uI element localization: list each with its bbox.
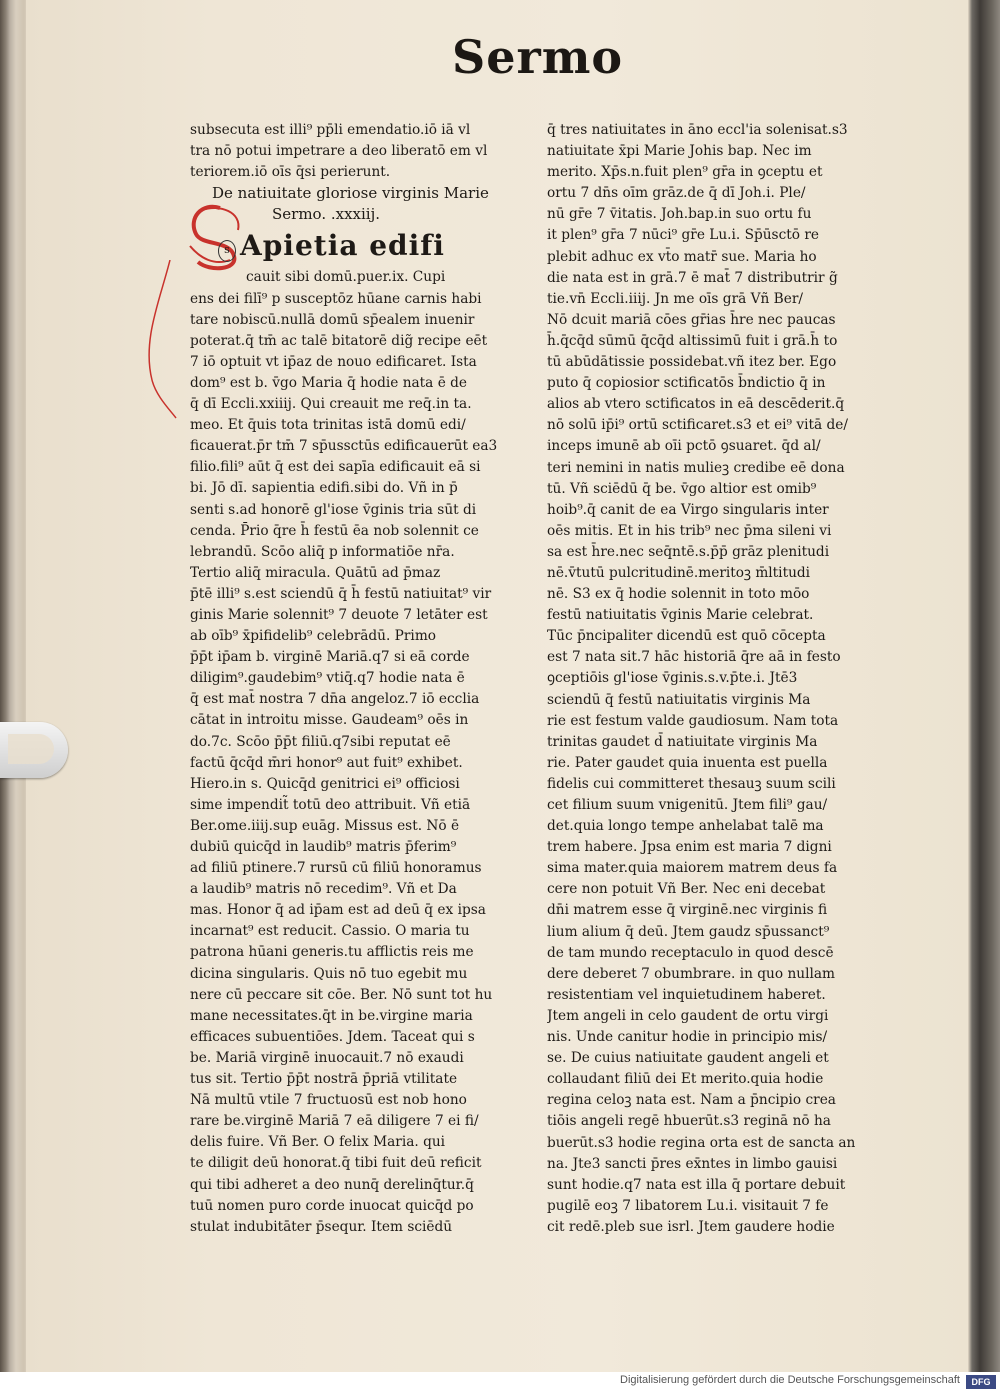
text-line: Nā multū vtile 7 fructuosū est nob hono [190, 1092, 467, 1109]
text-line: est 7 nata sit.7 hāc historiā q̄re aā in festo [547, 649, 841, 666]
text-line: buerūt.s3 hodie regina orta est de sancta an [547, 1134, 856, 1151]
margin-annotation-icon [130, 260, 180, 420]
text-line: nis. Unde canitur hodie in principio mis/ [547, 1029, 828, 1046]
text-line: lium alium q̄ deū. Jtem gaudz sp̄ussanct⁹ [547, 923, 830, 940]
text-line: ginis Marie solennit⁹ 7 deuote 7 letāter est [190, 606, 488, 623]
text-line: oēs mitis. Et in his trib⁹ nec p̄ma sileni vi [547, 522, 832, 539]
text-line: nō solū ip̄i⁹ ortū sctificaret.s3 et ei⁹ vitā de/ [547, 417, 848, 434]
text-line: dom⁹ est b. v̄go Maria q̄ hodie nata ē de [190, 374, 468, 391]
running-heading: Sermo [452, 30, 624, 84]
text-line: regina celoꝫ nata est. Nam a p̄ncipio crea [547, 1092, 836, 1109]
text-line: efficaces subuentiōes. Jdem. Taceat qui s [190, 1028, 475, 1045]
text-line: alios ab vtero sctificatos in eā descēderit.q̄ [547, 396, 845, 413]
text-line: natiuitate x̄pi Marie Johis bap. Nec im [547, 143, 812, 160]
text-line: te diligit deū honorat.q̄ tibi fuit deū reficit [190, 1155, 482, 1172]
text-line: cet filium suum vnigenitū. Jtem fili⁹ gau/ [547, 797, 828, 813]
text-line: ab oīb⁹ x̄pifidelib⁹ celebrādū. Primo [190, 628, 437, 645]
text-line: Ber.ome.iiij.sup euāg. Missus est. Nō ē [190, 817, 460, 834]
text-line: poterat.q̄ tm̄ ac talē bitatorē dig̃ recipe eēt [190, 332, 488, 349]
text-line: det.quia longo tempe anhelabat talē ma [547, 818, 824, 835]
text-line: filio.fili⁹ aūt q̄ est dei sapīa edificauit eā si [190, 459, 481, 476]
text-line: hoib⁹.q̄ canit de ea Virgo singularis inter [547, 501, 829, 518]
text-line: delis fuire. Vñ Ber. O felix Maria. qui [190, 1134, 446, 1151]
text-line: inceps imunē ab oīi pctō ꝯsuaret. q̄d al/ [547, 438, 821, 455]
text-line: it plen⁹ gr̄a 7 nūci⁹ gr̄e Lu.i. Sp̄ūsctō re [547, 227, 819, 244]
text-line: sunt hodie.q7 nata est illa q̄ portare debuit [547, 1176, 846, 1193]
text-line: 7 iō optuit vt ip̄az de nouo edificaret. Ista [190, 353, 477, 370]
text-line: q̄ tres natiuitates in āno eccl'ia solenisat.s3 [547, 122, 848, 138]
text-line: be. Mariā virginē inuocauit.7 nō exaudi [190, 1049, 464, 1066]
text-line: cit redē.pleb sue isrl. Jtem gaudere hodie [547, 1218, 835, 1235]
text-line: subsecuta est illi⁹ pp̄li emendatio.iō iā vl [190, 122, 471, 138]
text-line: stulat indubitāter p̄sequr. Item sciēdū [190, 1218, 453, 1235]
text-line: rie. Pater gaudet quia inuenta est puella [547, 754, 828, 771]
text-line: lebrandū. Scōo aliq̄ p informatiōe nr̄a. [190, 543, 455, 560]
text-line: ficauerat.p̄r tm̄ 7 sp̄ussctūs edificauerūt ea3 [190, 438, 498, 455]
sermon-title: De natiuitate gloriose virginis Marie [212, 184, 489, 203]
incipit: Apietia edifi [240, 229, 445, 263]
sermon-number: Sermo. .xxxiij. [272, 205, 381, 224]
text-line: patrona hūani generis.tu afflictis reis me [190, 944, 474, 961]
text-line: sa est h̄re.nec seq̄ntē.s.p̄p̄ grāz plenitudi [547, 543, 830, 560]
text-line: p̄tē illi⁹ s.est sciendū q̄ h̄ festū natiuitat⁹ vir [190, 585, 492, 602]
text-line: a laudib⁹ matris nō recedim⁹. Vñ et Da [190, 881, 457, 898]
text-line: tū abūdātissie possidebat.vñ itez ber. Ego [547, 354, 837, 371]
text-line: teriorem.iō oīs q̄si perierunt. [190, 164, 391, 181]
text-line: ens dei filī⁹ p susceptōz hūane carnis habi [190, 290, 482, 307]
guide-letter: s [218, 240, 236, 262]
text-line: mane necessitates.q̄t in be.virgine maria [190, 1007, 473, 1024]
text-line: factū q̄cq̄d m̄ri honor⁹ aut fuit⁹ exhibet. [190, 754, 463, 771]
text-line: Hiero.in s. Quicq̄d genitrici ei⁹ officiosi [190, 775, 460, 792]
text-line: do.7c. Scōo p̄p̄t filiū.q7sibi reputat eē [190, 733, 451, 750]
text-line: sime impendit̃ totū deo attribuit. Vñ etiā [190, 796, 471, 813]
text-line: sima mater.quia maiorem matrem deus fa [547, 860, 838, 877]
text-line: tuū nomen puro corde inuocat quicq̄d po [190, 1197, 474, 1214]
text-line: resistentiam vel inquietudinem haberet. [547, 986, 826, 1003]
text-line: cauit sibi domū.puer.ix. Cupi [246, 269, 446, 286]
text-line: nē. S3 ex q̄ hodie solennit in toto mōo [547, 586, 810, 603]
text-line: trem habere. Jpsa enim est maria 7 digni [547, 839, 832, 856]
text-line: incarnat⁹ est reducit. Cassio. O maria tu [190, 923, 470, 940]
text-line: trinitas gaudet d̄ natiuitate virginis Ma [547, 733, 818, 750]
text-line: cātat in introitu misse. Gaudeam⁹ oēs in [190, 712, 469, 729]
text-line: qui tibi adheret a deo nunq̄ derelinq̄tur.q̄ [190, 1176, 474, 1193]
text-line: ad filiū ptinere.7 rursū cū filiū honoramus [190, 860, 482, 877]
text-line: diligim⁹.gaudebim⁹ vtiq̄.q7 hodie nata ē [190, 670, 465, 687]
text-line: teri nemini in natis mulieꝫ credibe eē dona [547, 459, 845, 476]
text-line: die nata est in grā.7 ē mat̄ 7 distributrir g̃ [547, 269, 838, 286]
text-line: meo. Et q̄uis tota trinitas istā domū edi/ [190, 417, 466, 434]
text-line: se. De cuius natiuitate gaudent angeli et [547, 1050, 829, 1067]
text-line: rie est festum valde gaudiosum. Nam tota [547, 712, 839, 729]
text-line: cenda. P̄rio q̄re h̄ festū ēa nob solennit ce [190, 522, 479, 539]
text-line: rare be.virginē Mariā 7 eā diligere 7 ei fi/ [190, 1113, 479, 1130]
book-binding-edge [968, 0, 1000, 1372]
text-line: Tūc p̄ncipaliter dicendū est quō cōcepta [547, 628, 826, 645]
text-line: plebit adhuc ex vt̄o matr̄ sue. Maria ho [547, 248, 817, 265]
text-line: Tertio aliq̄ miracula. Quātū ad p̄maz [190, 564, 441, 581]
text-line: dere deberet 7 obumbrare. in quo nullam [547, 965, 835, 982]
footer-bar [0, 1372, 1000, 1393]
text-line: cere non potuit Vñ Ber. Nec eni decebat [547, 881, 826, 898]
digitization-credit: Digitalisierung gefördert durch die Deutsche Forschungsgemeinschaft [620, 1374, 960, 1386]
text-line: puto q̄ copiosior sctificatōs b̄ndictio q̄ in [547, 375, 826, 392]
text-line: dn̄i matrem esse q̄ virginē.nec virginis fi [547, 902, 828, 919]
text-column-right [547, 120, 869, 1238]
text-line: ꝯceptiōis gl'iose v̄ginis.s.v.p̄te.i. Jtē3 [547, 670, 798, 687]
text-line: collaudant filiū dei Et merito.quia hodie [547, 1071, 824, 1088]
text-line: q̄ est mat̄ nostra 7 dn̄a angeloz.7 iō ecclia [190, 691, 480, 708]
text-line: bi. Jō dī. sapientia edifi.sibi do. Vñ in p̄ [190, 480, 458, 497]
dfg-logo-icon: DFG [966, 1375, 996, 1389]
text-line: dicina singularis. Quis nō tuo egebit mu [190, 965, 468, 982]
text-line: tare nobiscū.nullā domū sp̄ealem inuenir [190, 311, 475, 328]
text-line: festū natiuitatis v̄ginis Marie celebrat. [547, 607, 814, 624]
text-line: ortu 7 dn̄s oīm grāz.de q̄ dī Joh.i. Ple/ [547, 185, 806, 202]
text-line: tie.vn̄ Eccli.iiij. Jn me oīs grā Vñ Ber/ [547, 290, 803, 307]
text-line: fidelis cui committeret thesauꝫ suum scili [547, 775, 836, 792]
text-line: nē.v̄tutū pulcritudinē.meritoꝫ m̄ltitudi [547, 564, 811, 581]
text-line: Nō dcuit mariā cōes gr̄ias h̄re nec paucas [547, 311, 836, 328]
text-line: pugilē eoꝫ 7 libatorem Lu.i. visitauit 7 fe [547, 1197, 829, 1214]
text-line: merito. Xp̄s.n.fuit plen⁹ gr̄a in ꝯceptu et [547, 164, 823, 181]
text-line: nere cū peccare sit cōe. Ber. Nō sunt tot hu [190, 986, 493, 1003]
text-line: senti s.ad honorē gl'iose v̄ginis tria sūt di [190, 501, 477, 518]
text-line: q̄ dī Eccli.xxiiij. Qui creauit me req̄.in ta. [190, 396, 472, 413]
text-line: de tam mundo receptaculo in quod descē [547, 944, 834, 961]
text-line: mas. Honor q̄ ad ip̄am est ad deū q̄ ex ipsa [190, 902, 486, 919]
text-line: na. Jte3 sancti p̄res ex̄ntes in limbo gauisi [547, 1155, 838, 1172]
text-line: dubiū quicq̄d in laudib⁹ matris p̄ferim⁹ [190, 839, 457, 855]
text-line: tiōis angeli regē hbuerūt.s3 reginā nō ha [547, 1113, 831, 1130]
text-line: tra nō potui impetrare a deo liberatō em vl [190, 143, 488, 160]
text-line: h̄.q̄cq̄d sūmū q̄cq̄d altissimū fuit i grā.h̄ to [547, 332, 838, 349]
text-line: p̄p̄t ip̄am b. virginē Mariā.q7 si eā corde [190, 649, 470, 666]
text-line: Jtem angeli in celo gaudent de ortu virgi [547, 1007, 829, 1024]
text-column-left [190, 120, 516, 1238]
text-line: tus sit. Tertio p̄p̄t nostrā p̄priā vtilitate [190, 1071, 458, 1088]
text-line: nū gr̄e 7 v̄itatis. Joh.bap.in suo ortu fu [547, 206, 812, 223]
text-line: sciendū q̄ festū natiuitatis virginis Ma [547, 691, 811, 708]
page-clip [0, 722, 68, 778]
text-line: tū. Vñ sciēdū q̄ be. v̄go altior est omib⁹ [547, 480, 817, 497]
